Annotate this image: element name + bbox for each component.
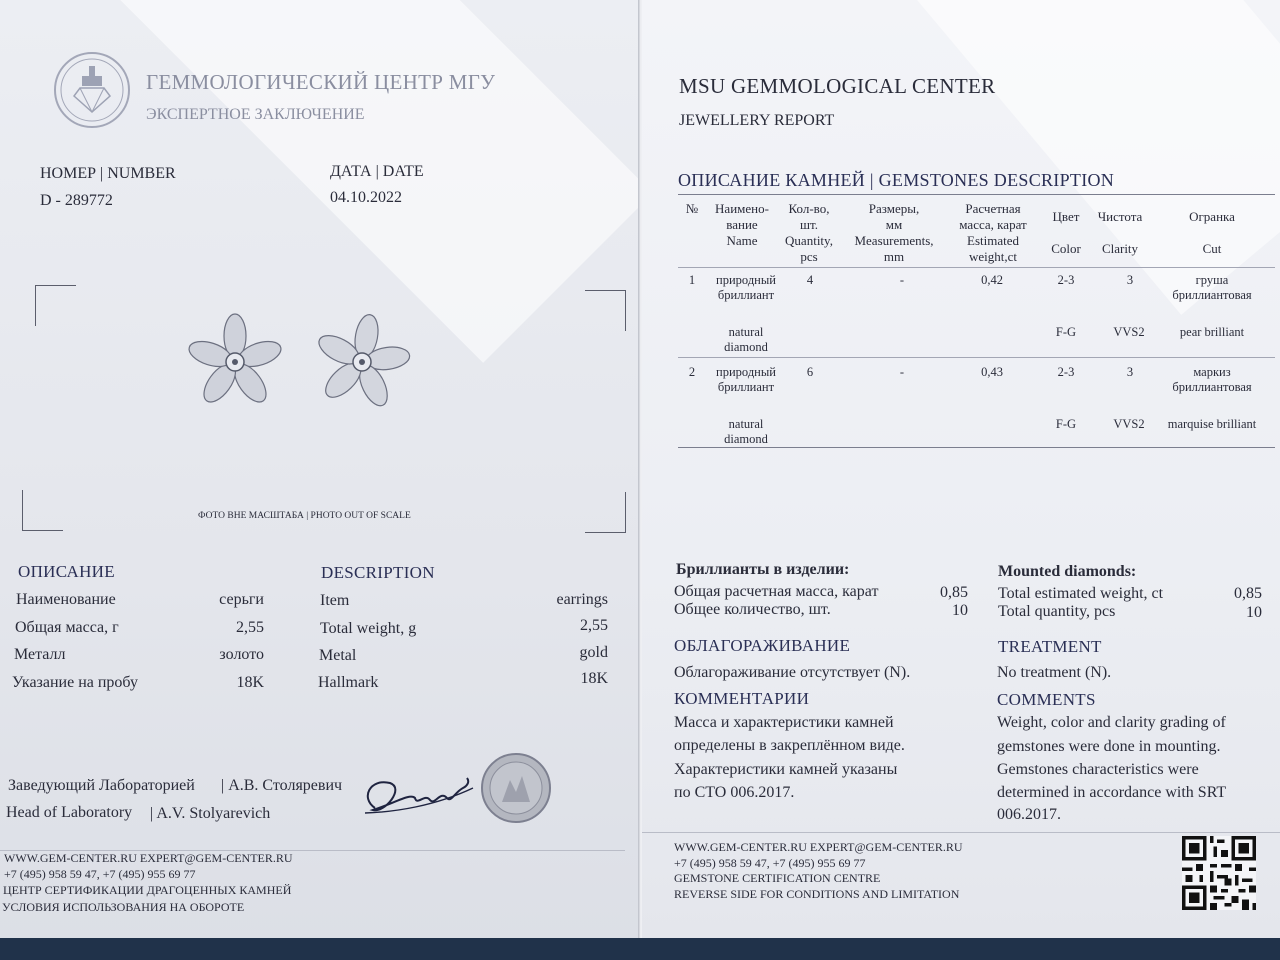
cell-name-en: natural diamond (724, 325, 768, 354)
cell-weight: 0,42 (981, 273, 1003, 287)
footer-line: WWW.GEM-CENTER.RU EXPERT@GEM-CENTER.RU (674, 840, 963, 854)
head-ru-name: | А.В. Столяревич (221, 777, 343, 794)
msu-logo-icon (52, 50, 132, 135)
cell-no: 1 (688, 273, 696, 287)
table-top-rule (678, 194, 1275, 195)
comments-ru-line: Характеристики камней указаны (674, 761, 898, 778)
cell-clarity-en: VVS2 (1113, 325, 1145, 339)
photo-caption: ФОТО ВНЕ МАСШТАБА | PHOTO OUT OF SCALE (198, 511, 411, 521)
cell-measurements: - (899, 365, 905, 379)
crop-mark-tl (35, 285, 76, 326)
treatment-ru-text: Облагораживание отсутствует (N). (674, 664, 911, 681)
comments-ru-line: определены в закреплённом виде. (674, 737, 905, 754)
desc-ru-label: Общая масса, г (15, 619, 119, 636)
cell-clarity-ru: 3 (1126, 365, 1134, 379)
cell-cut-ru: груша бриллиантовая (1172, 273, 1252, 302)
cell-measurements: - (899, 273, 905, 287)
number-label: НОМЕР | NUMBER (40, 165, 176, 182)
table-bottom-rule (678, 447, 1275, 448)
mounted-ru-value: 0,85 (940, 584, 968, 601)
footer-line: УСЛОВИЯ ИСПОЛЬЗОВАНИЯ НА ОБОРОТЕ (2, 900, 245, 914)
cell-no: 2 (688, 365, 696, 379)
cell-quantity: 4 (806, 273, 814, 287)
desc-ru-value: золото (219, 646, 264, 663)
mounted-en-value: 10 (1246, 604, 1262, 621)
right-page (642, 0, 1280, 948)
footer-line: +7 (495) 958 59 47, +7 (495) 955 69 77 (674, 856, 866, 870)
crop-mark-bl (22, 490, 63, 531)
footer-line: +7 (495) 958 59 47, +7 (495) 955 69 77 (4, 867, 196, 881)
cell-name-ru: природный бриллиант (716, 273, 776, 302)
cell-cut-ru: маркиз бриллиантовая (1172, 365, 1252, 394)
crop-mark-br (585, 492, 626, 533)
mounted-ru-label: Общее количество, шт. (674, 601, 831, 618)
footer-line: GEMSTONE CERTIFICATION CENTRE (674, 871, 881, 885)
date-value: 04.10.2022 (330, 189, 402, 206)
mounted-ru-value: 10 (952, 602, 968, 619)
footer-line: WWW.GEM-CENTER.RU EXPERT@GEM-CENTER.RU (4, 851, 293, 865)
mounted-en-label: Total quantity, pcs (998, 603, 1116, 620)
cell-cut-en: marquise brilliant (1167, 417, 1257, 431)
qr-code (1182, 836, 1256, 915)
head-en: Head of Laboratory (6, 804, 133, 821)
desc-en-label: Hallmark (318, 674, 379, 691)
desc-en-label: Metal (319, 647, 357, 664)
desc-en-value: earrings (556, 591, 608, 608)
gemstones-table-title: ОПИСАНИЕ КАМНЕЙ | GEMSTONES DESCRIPTION (678, 170, 1115, 190)
th-measurements: Размеры, мм Measurements, mm (854, 201, 934, 264)
cell-name-en: natural diamond (724, 417, 768, 446)
comments-en-line: determined in accordance with SRT (997, 784, 1227, 801)
mounted-ru-heading: Бриллианты в изделии: (676, 561, 850, 578)
org-title-ru: ГЕММОЛОГИЧЕСКИЙ ЦЕНТР МГУ (146, 70, 496, 94)
th-weight: Расчетная масса, карат Estimated weight,ct (959, 201, 1027, 264)
left-page (0, 0, 640, 948)
mounted-en-label: Total estimated weight, ct (998, 585, 1164, 602)
th-clarity: Чистота Clarity (1097, 209, 1143, 256)
comments-en-line: Weight, color and clarity grading of (997, 714, 1226, 731)
treatment-en-text: No treatment (N). (997, 664, 1112, 681)
comments-en-line: Gemstones characteristics were (997, 761, 1199, 778)
desc-ru-label: Наименование (16, 591, 116, 608)
th-cut: Огранка Cut (1189, 209, 1235, 256)
desc-ru-label: Указание на пробу (12, 674, 138, 691)
desc-en-label: Item (320, 592, 350, 609)
signature (355, 768, 485, 833)
comments-en-heading: COMMENTS (997, 690, 1096, 709)
earring-photo-left (185, 312, 285, 417)
comments-en-line: gemstones were done in mounting. (997, 738, 1221, 755)
desc-ru-label: Металл (14, 646, 66, 663)
description-en-heading: DESCRIPTION (321, 563, 435, 582)
head-ru: Заведующий Лабораторией (8, 777, 195, 794)
desc-en-value: gold (579, 644, 608, 661)
cell-color-en: F-G (1055, 325, 1077, 339)
footer-divider (642, 832, 1280, 833)
mounted-en-value: 0,85 (1234, 585, 1262, 602)
cell-clarity-ru: 3 (1126, 273, 1134, 287)
desc-en-value: 18K (580, 670, 608, 687)
stamp-seal (480, 752, 552, 829)
footer-line: ЦЕНТР СЕРТИФИКАЦИИ ДРАГОЦЕННЫХ КАМНЕЙ (3, 883, 292, 897)
th-name: Наимено- вание Name (715, 201, 769, 248)
crop-mark-tr (585, 290, 626, 331)
cell-clarity-en: VVS2 (1113, 417, 1145, 431)
desc-ru-value: 2,55 (236, 619, 264, 636)
row-rule (678, 357, 1275, 358)
number-value: D - 289772 (40, 192, 113, 209)
comments-ru-line: Масса и характеристики камней (674, 714, 894, 731)
desc-ru-value: 18K (236, 674, 264, 691)
cell-color-ru: 2-3 (1057, 273, 1075, 287)
comments-ru-heading: КОММЕНТАРИИ (674, 689, 810, 708)
mounted-ru-label: Общая расчетная масса, карат (674, 583, 879, 600)
th-color: Цвет Color (1051, 209, 1081, 256)
mounted-en-heading: Mounted diamonds: (998, 563, 1137, 580)
th-quantity: Кол-во, шт. Quantity, pcs (785, 201, 833, 264)
earring-photo-right (312, 312, 412, 417)
cell-color-ru: 2-3 (1057, 365, 1075, 379)
cell-cut-en: pear brilliant (1179, 325, 1245, 339)
org-title-en: MSU GEMMOLOGICAL CENTER (679, 74, 996, 98)
th-no: № (685, 201, 699, 216)
header-rule (678, 267, 1275, 268)
treatment-ru-heading: ОБЛАГОРАЖИВАНИЕ (674, 636, 851, 655)
desc-en-value: 2,55 (580, 617, 608, 634)
footer-line: REVERSE SIDE FOR CONDITIONS AND LIMITATION (674, 887, 960, 901)
desc-ru-value: серьги (219, 591, 264, 608)
cell-name-ru: природный бриллиант (716, 365, 776, 394)
head-en-name: | A.V. Stolyarevich (150, 805, 271, 822)
cell-weight: 0,43 (981, 365, 1003, 379)
comments-en-line: 006.2017. (997, 806, 1061, 823)
treatment-en-heading: TREATMENT (998, 637, 1102, 656)
cell-quantity: 6 (806, 365, 814, 379)
date-label: ДАТА | DATE (330, 163, 424, 180)
folder-cover-edge (0, 938, 1280, 960)
report-type-en: JEWELLERY REPORT (679, 112, 835, 129)
comments-ru-line: по СТО 006.2017. (674, 784, 795, 801)
report-type-ru: ЭКСПЕРТНОЕ ЗАКЛЮЧЕНИЕ (146, 106, 365, 123)
cell-color-en: F-G (1055, 417, 1077, 431)
description-ru-heading: ОПИСАНИЕ (18, 562, 115, 581)
desc-en-label: Total weight, g (320, 620, 417, 637)
